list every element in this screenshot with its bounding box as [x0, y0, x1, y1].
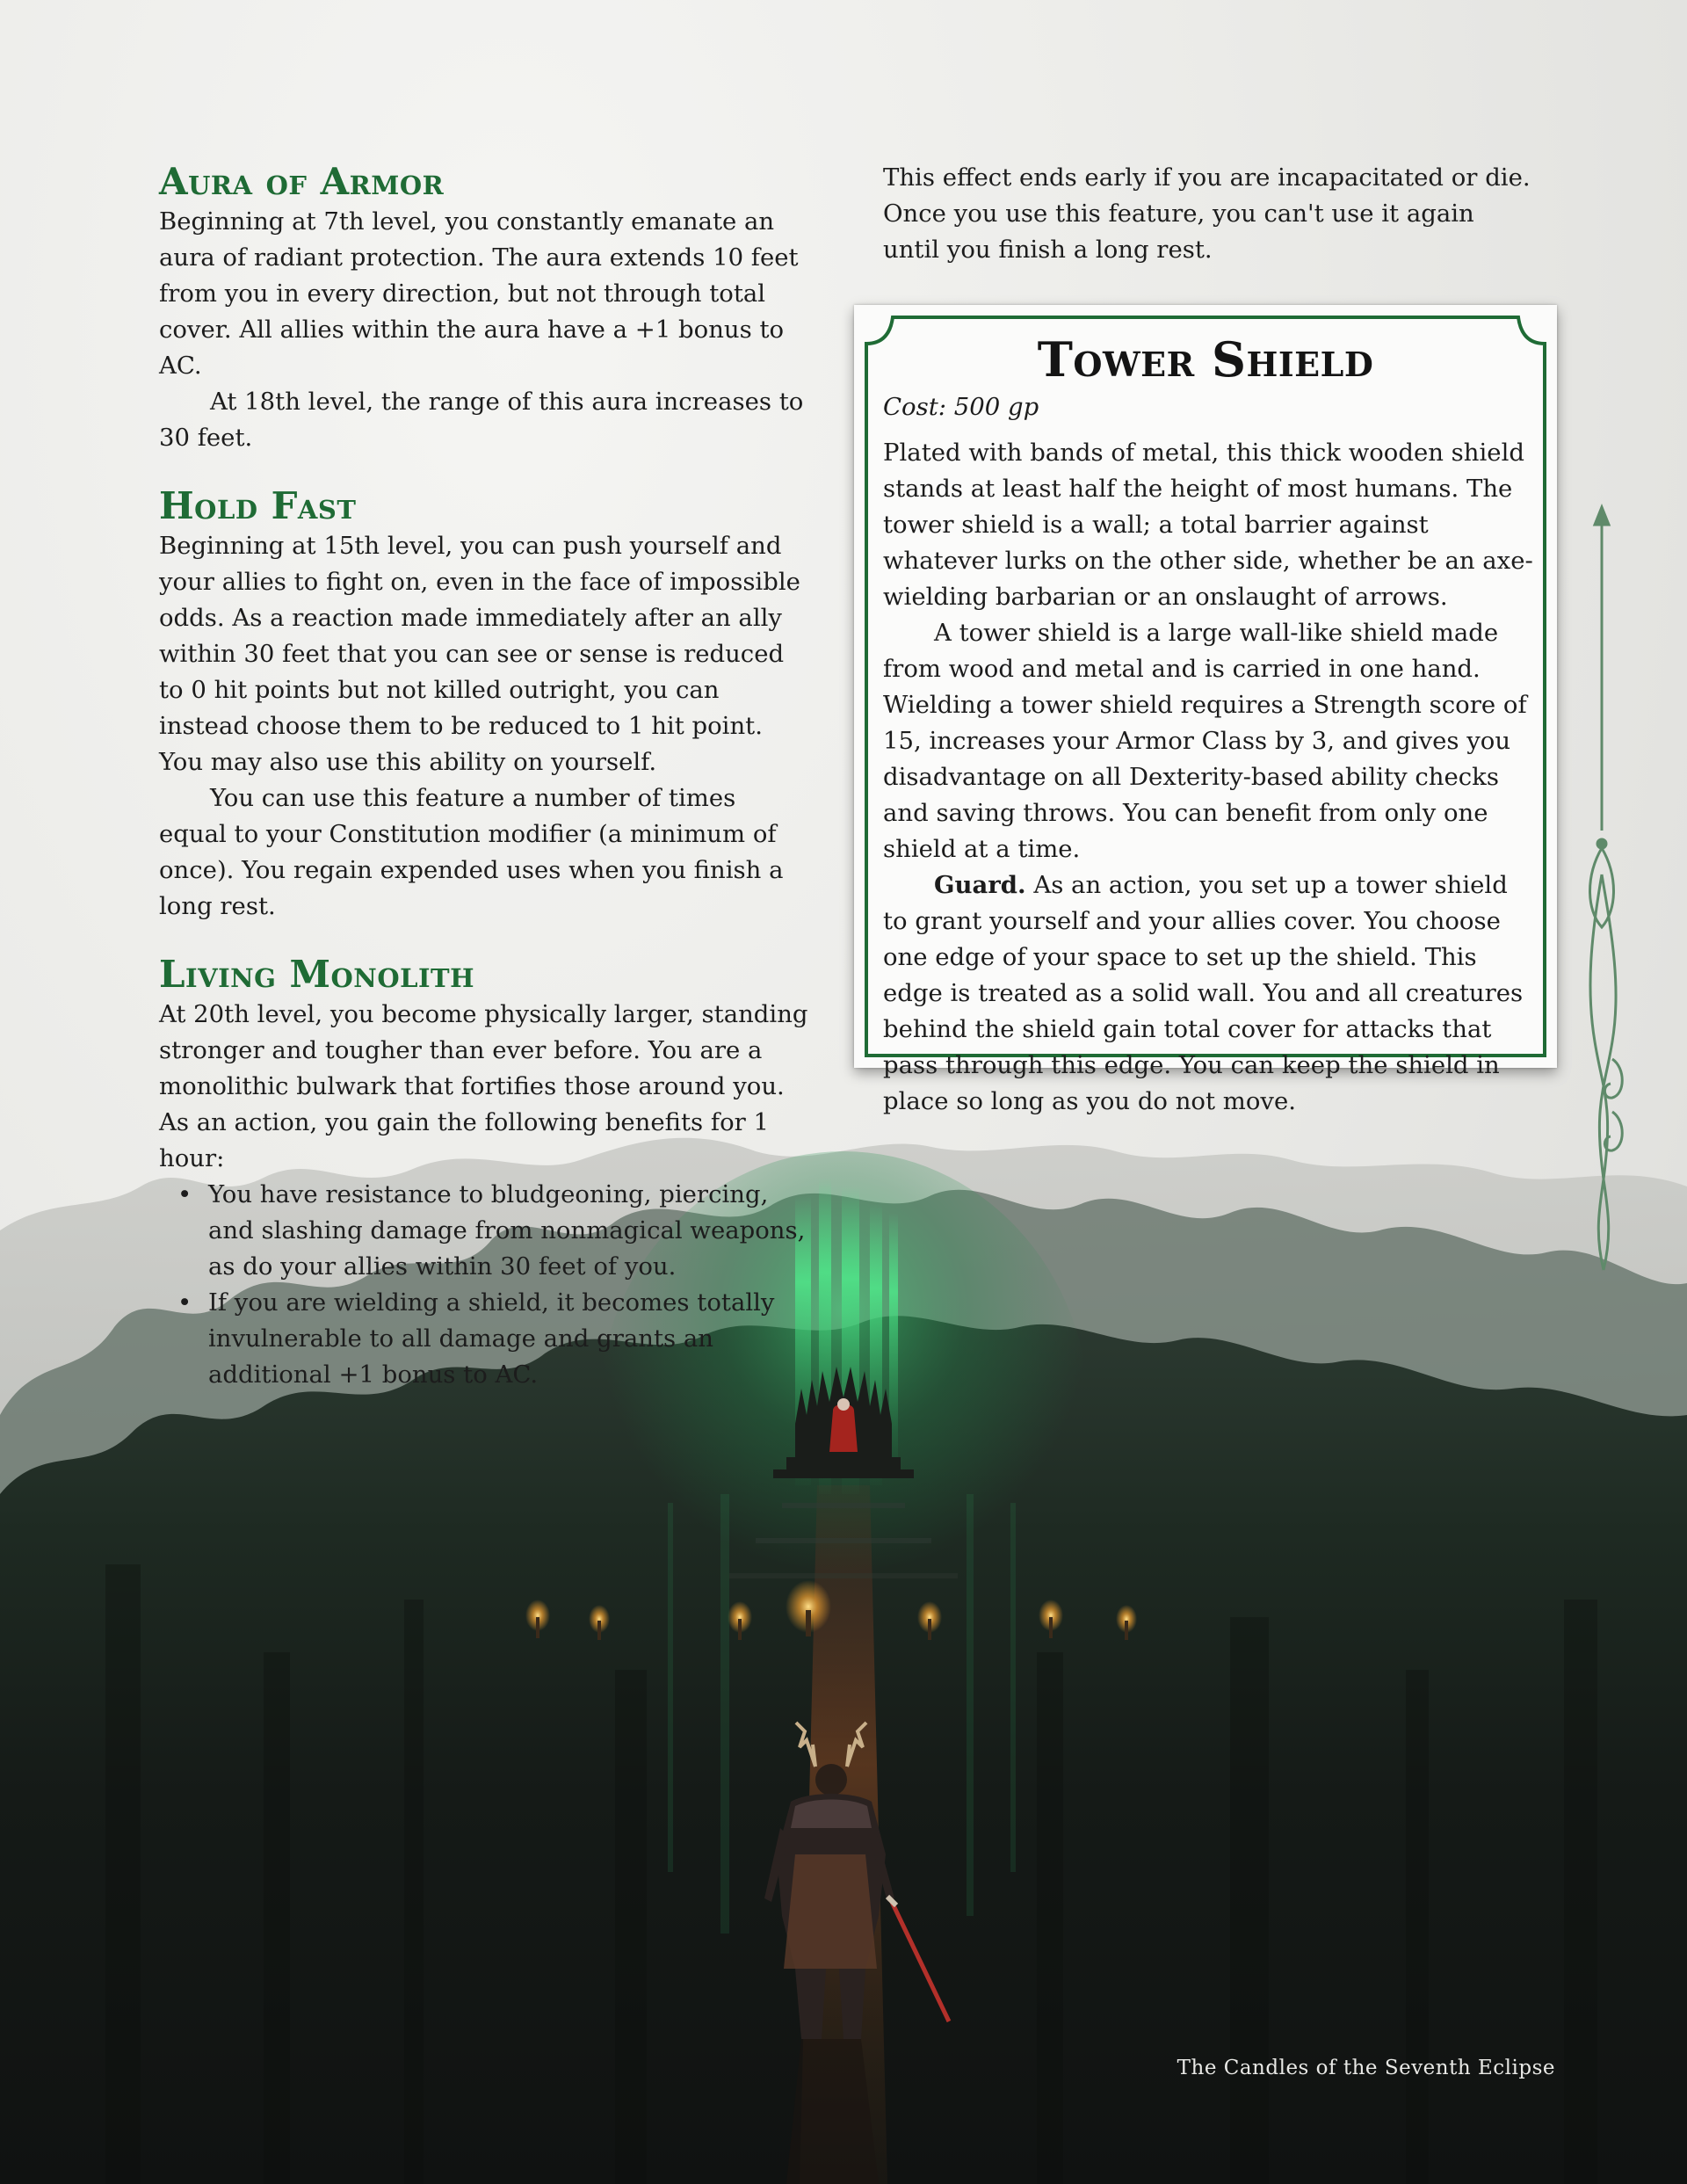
aura-paragraph-1: Beginning at 7th level, you constantly emanate an aura of radiant protection. The aura extends 10 feet from you in every direction, but not through total cover. All allies within the aura have a +1 bonus to AC.	[159, 207, 799, 380]
hold-fast-paragraph-2: You can use this feature a number of times equal to your Constitution modifier (a minimum of once). You regain expended uses when you finish a long rest.	[159, 784, 784, 920]
heading-aura-of-armor: Aura of Armor	[159, 160, 445, 203]
footer-book-title: The Candles of the Seventh Eclipse	[1177, 2057, 1555, 2079]
tower-shield-body	[883, 435, 1538, 1120]
tower-shield-cost: Cost: 500 gp	[883, 393, 1039, 421]
tower-shield-paragraph-2: A tower shield is a large wall-like shield made from wood and metal and is carried in one hand. Wielding a tower shield requires a Strength score of 15, increases your Armor Class by 3, and gives you disadvantage on all Dexterity-based ability checks and saving throws. You can benefit from only one shield at a time.	[883, 619, 1527, 863]
monolith-benefit-list	[159, 1177, 809, 1393]
guard-label: Guard.	[934, 871, 1026, 899]
monolith-paragraph-1: At 20th level, you become physically larger, standing stronger and tougher than ever before. You are a monolithic bulwark that fortifies those around you. As an action, you gain the following benefits for 1 hour:	[159, 1000, 808, 1172]
margin-ornament-icon	[1577, 497, 1630, 1288]
monolith-benefit-item: • You have resistance to bludgeoning, piercing, and slashing damage from nonmagical weapons, as do your allies within 30 feet of you.	[208, 1177, 809, 1285]
left-column	[159, 160, 809, 1393]
right-column	[883, 160, 1533, 268]
monolith-benefit-item: • If you are wielding a shield, it becomes totally invulnerable to all damage and grants an additional +1 bonus to AC.	[208, 1285, 809, 1393]
tower-shield-paragraph-1: Plated with bands of metal, this thick wooden shield stands at least half the height of most humans. The tower shield is a wall; a total barrier against whatever lurks on the other side, whether be an axe-wielding barbarian or an onslaught of arrows.	[883, 439, 1533, 611]
hold-fast-paragraph-1: Beginning at 15th level, you can push yourself and your allies to fight on, even in the face of impossible odds. As a reaction made immediately after an ally within 30 feet that you can see or sense is reduced to 0 hit points but not killed outright, you can instead choose them to be reduced to 1 hit point. You may also use this ability on yourself.	[159, 532, 800, 776]
guard-text: As an action, you set up a tower shield to grant yourself and your allies cover. You choose one edge of your space to set up the shield. This edge is treated as a solid wall. You and all creatures behind the shield gain total cover for attacks that pass through this edge. You can keep the shield in place so long as you do not move.	[883, 871, 1524, 1115]
heading-living-monolith: Living Monolith	[159, 953, 475, 996]
heading-hold-fast: Hold Fast	[159, 484, 357, 527]
tower-shield-box	[854, 305, 1557, 1115]
tower-shield-guard-paragraph	[883, 867, 1538, 1120]
tower-shield-title: Tower Shield	[1037, 331, 1374, 388]
monolith-continuation: This effect ends early if you are incapacitated or die. Once you use this feature, you can't use it again until you finish a long rest.	[883, 163, 1531, 264]
aura-paragraph-2: At 18th level, the range of this aura increases to 30 feet.	[159, 388, 804, 452]
